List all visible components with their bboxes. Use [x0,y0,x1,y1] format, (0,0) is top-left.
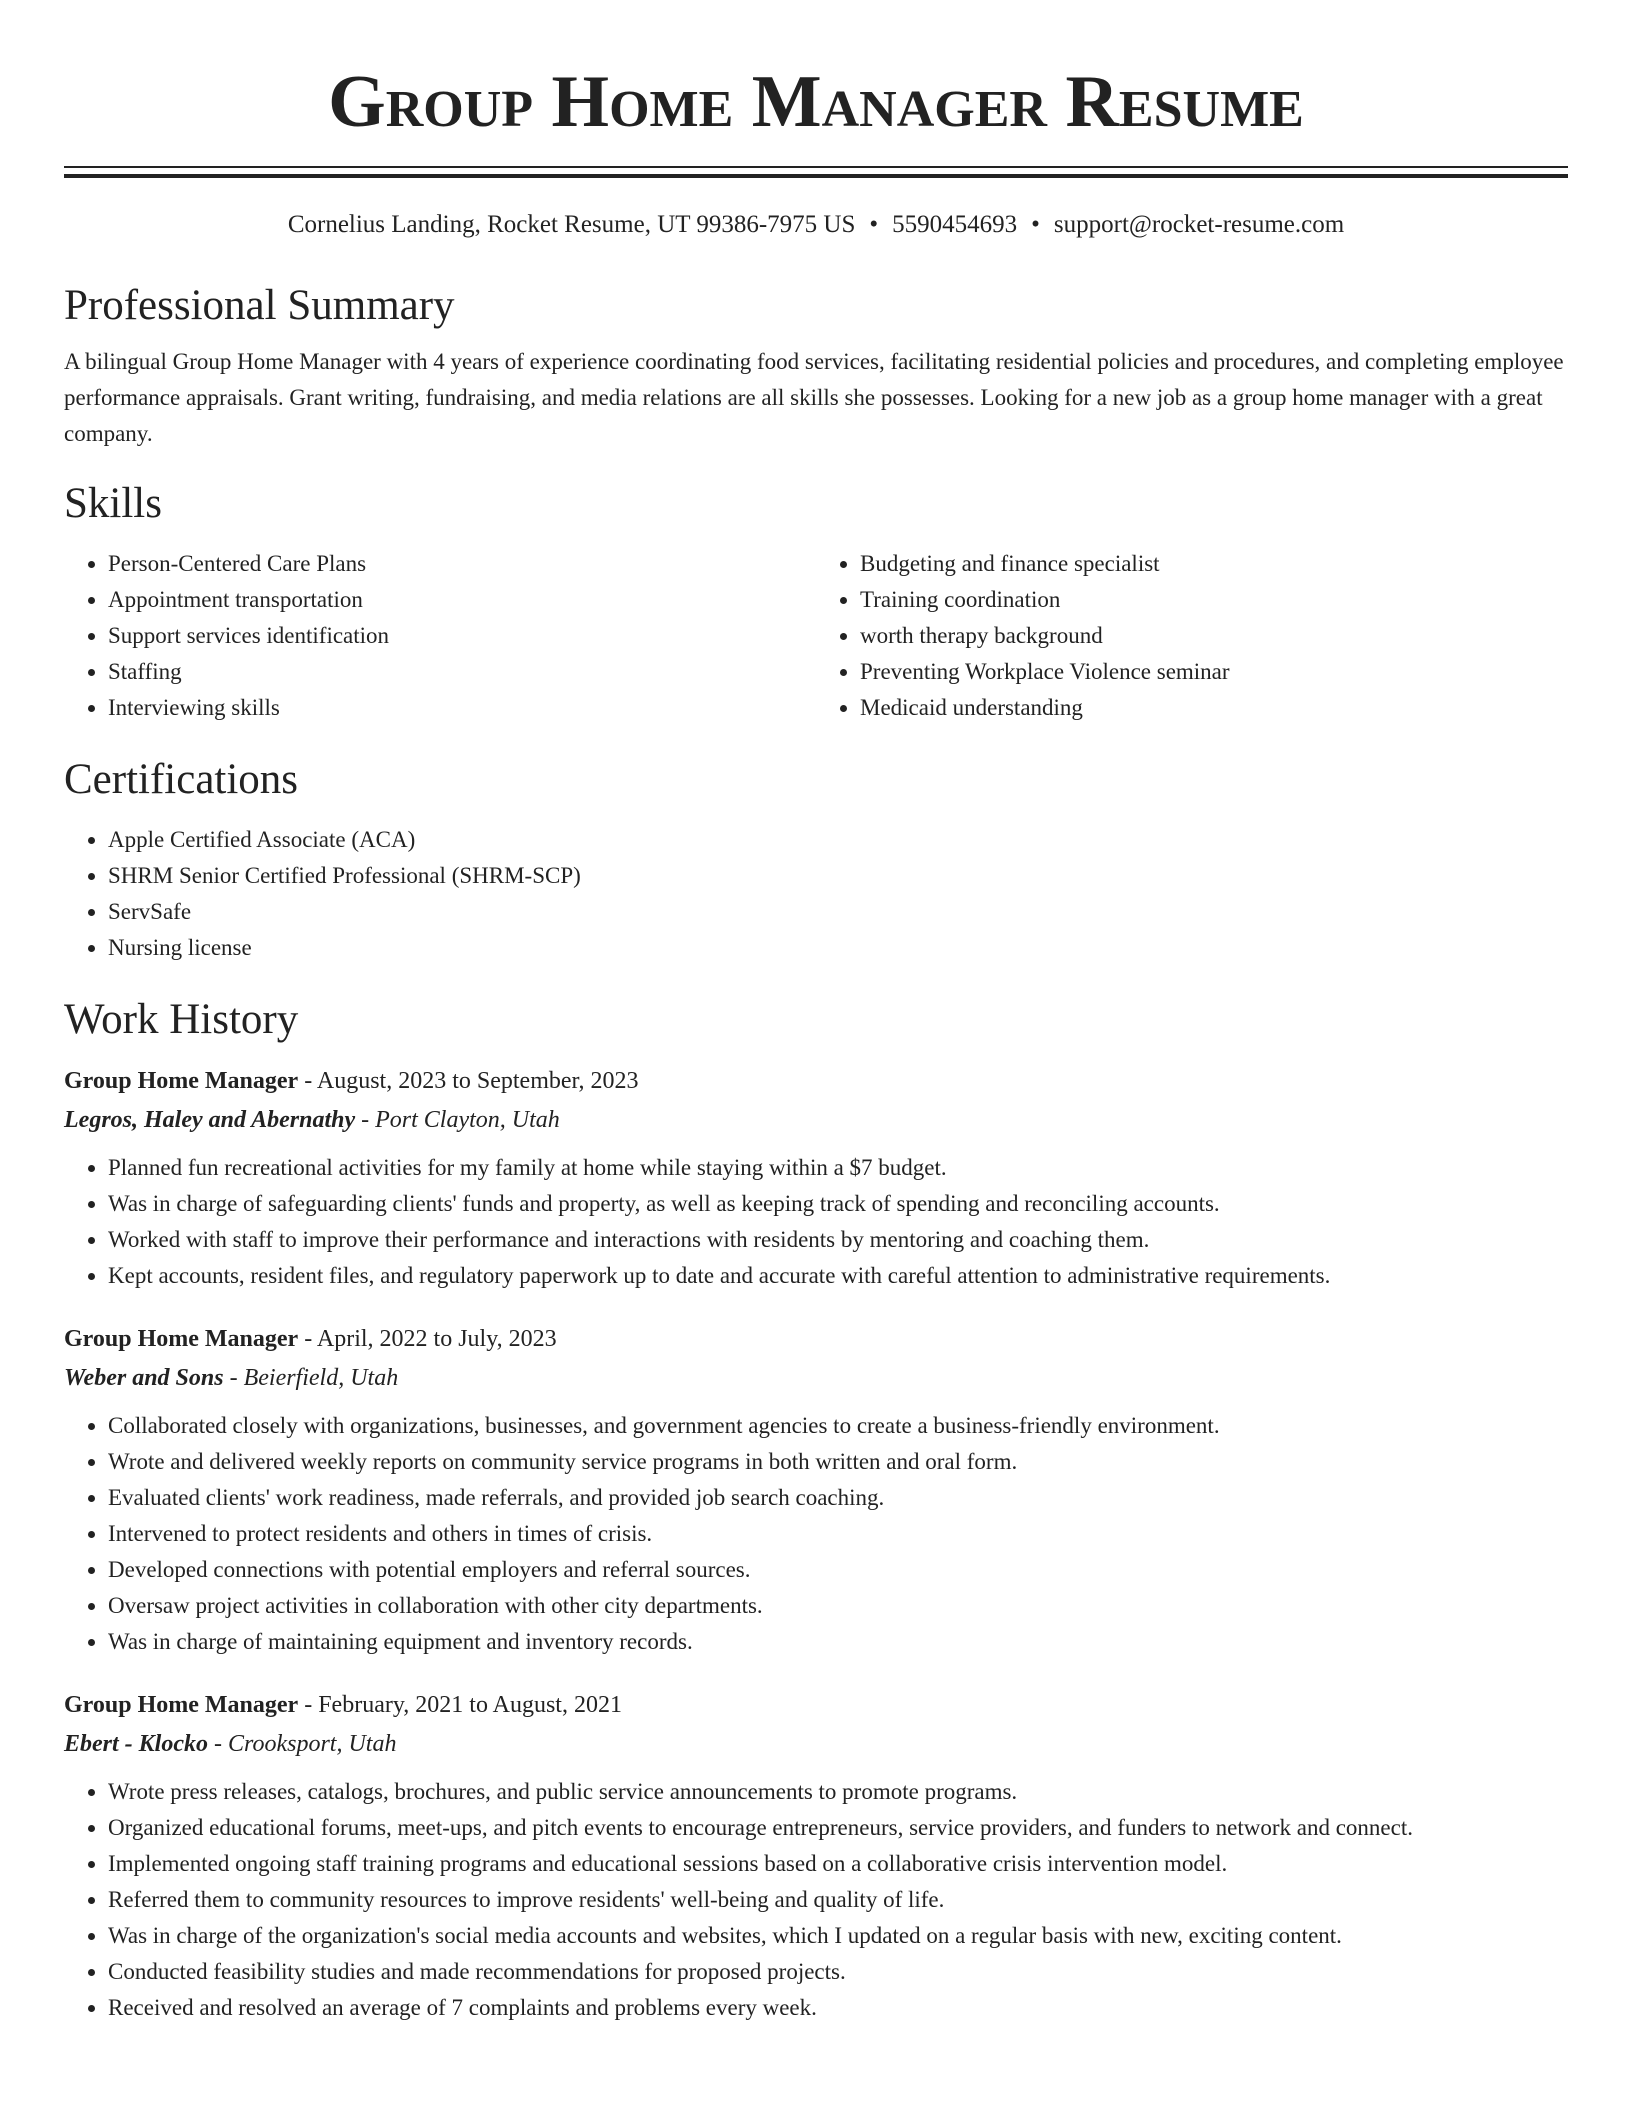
skills-list-left [64,546,816,726]
contact-address: Cornelius Landing, Rocket Resume, UT 99386-7975 US [287,211,856,238]
job-bullet: • Planned fun recreational activities for my family at home while staying within a $7 budget. [108,1150,1568,1186]
contact-email: support@rocket-resume.com [1053,211,1345,238]
job-bullet: • Developed connections with potential employers and referral sources. [108,1552,1568,1588]
skill-item: • Preventing Workplace Violence seminar [860,654,1568,690]
certifications-list [64,822,1568,966]
job-title: Group Home Manager [64,1692,299,1718]
job-bullet: • Was in charge of maintaining equipment and inventory records. [108,1624,1568,1660]
resume-title: Group Home Manager Resume [328,61,1304,143]
job-location: - Beierfield, Utah [223,1365,399,1391]
skill-item: • Budgeting and finance specialist [860,546,1568,582]
job-dates: - April, 2022 to July, 2023 [298,1326,557,1352]
job-bullet: • Wrote press releases, catalogs, brochures, and public service announcements to promote programs. [108,1774,1568,1810]
skill-item: • Training coordination [860,582,1568,618]
skill-item: • Staffing [108,654,816,690]
job-entry [64,1686,1568,2026]
job-company-line [64,1724,1568,1764]
job-bullet: • Was in charge of the organization's social media accounts and websites, which I updated on a regular basis with new, exciting content. [108,1918,1568,1954]
certification-item: • Nursing license [108,930,1568,966]
certifications-heading: Certifications [64,756,299,803]
skill-item: • Appointment transportation [108,582,816,618]
contact-separator: • [1031,211,1040,238]
skill-item: • Interviewing skills [108,690,816,726]
summary-section [64,278,1568,452]
contact-line [64,208,1568,242]
job-bullet: • Wrote and delivered weekly reports on community service programs in both written and oral form. [108,1444,1568,1480]
job-bullets [64,1408,1568,1660]
certifications-section [64,752,1568,966]
job-entry [64,1062,1568,1294]
job-title: Group Home Manager [64,1068,299,1094]
skill-item: • Medicaid understanding [860,690,1568,726]
job-company-line [64,1358,1568,1398]
job-bullet: • Received and resolved an average of 7 complaints and problems every week. [108,1990,1568,2026]
job-bullet: • Oversaw project activities in collaboration with other city departments. [108,1588,1568,1624]
title-divider-thick [64,174,1568,178]
job-bullet: • Worked with staff to improve their performance and interactions with residents by mentoring and coaching them. [108,1222,1568,1258]
certification-item: • Apple Certified Associate (ACA) [108,822,1568,858]
skills-section [64,476,1568,726]
job-dates: - February, 2021 to August, 2021 [298,1692,622,1718]
job-title-line [64,1686,1568,1724]
job-title: Group Home Manager [64,1326,299,1352]
certification-item: • ServSafe [108,894,1568,930]
skill-item: • Person-Centered Care Plans [108,546,816,582]
job-company-line [64,1100,1568,1140]
contact-phone: 5590454693 [892,211,1018,238]
job-bullet: • Intervened to protect residents and others in times of crisis. [108,1516,1568,1552]
work-history-section [64,992,1568,2026]
skills-columns [64,546,1568,726]
resume-page [64,0,1568,2026]
skills-heading: Skills [64,480,162,527]
job-bullet: • Collaborated closely with organizations, businesses, and government agencies to create a business-friendly environment. [108,1408,1568,1444]
job-bullet: • Kept accounts, resident files, and regulatory paperwork up to date and accurate with careful attention to administrative requirements. [108,1258,1568,1294]
job-title-line [64,1320,1568,1358]
job-bullet: • Implemented ongoing staff training programs and educational sessions based on a collaborative crisis intervention model. [108,1846,1568,1882]
job-bullets [64,1150,1568,1294]
title-divider-thin [64,166,1568,168]
job-location: - Port Clayton, Utah [355,1107,560,1133]
job-company: Ebert - Klocko [64,1731,208,1757]
work-history-heading: Work History [64,996,299,1043]
job-company: Weber and Sons [64,1365,224,1391]
contact-separator: • [869,211,879,238]
summary-heading: Professional Summary [64,282,455,329]
job-entry [64,1320,1568,1660]
job-bullet: • Was in charge of safeguarding clients' funds and property, as well as keeping track of spending and reconciling accounts. [108,1186,1568,1222]
job-title-line [64,1062,1568,1100]
skill-item: • Support services identification [108,618,816,654]
job-bullet: • Referred them to community resources to improve residents' well-being and quality of life. [108,1882,1568,1918]
job-dates: - August, 2023 to September, 2023 [298,1068,639,1094]
job-company: Legros, Haley and Abernathy [64,1107,356,1133]
job-bullet: • Conducted feasibility studies and made recommendations for proposed projects. [108,1954,1568,1990]
job-bullet: • Evaluated clients' work readiness, made referrals, and provided job search coaching. [108,1480,1568,1516]
skills-list-right [816,546,1568,726]
summary-text: A bilingual Group Home Manager with 4 years of experience coordinating food services, facilitating residential policies and procedures, and completing employee performance appraisals. Grant writing, fundraising, and media relations are all skills she possesses. Looking for a new job as a group home manager with a great company. [64,349,1564,446]
job-location: - Crooksport, Utah [208,1731,397,1757]
skill-item: • worth therapy background [860,618,1568,654]
job-bullets [64,1774,1568,2026]
certification-item: • SHRM Senior Certified Professional (SHRM-SCP) [108,858,1568,894]
job-bullet: • Organized educational forums, meet-ups, and pitch events to encourage entrepreneurs, service providers, and funders to network and connect. [108,1810,1568,1846]
